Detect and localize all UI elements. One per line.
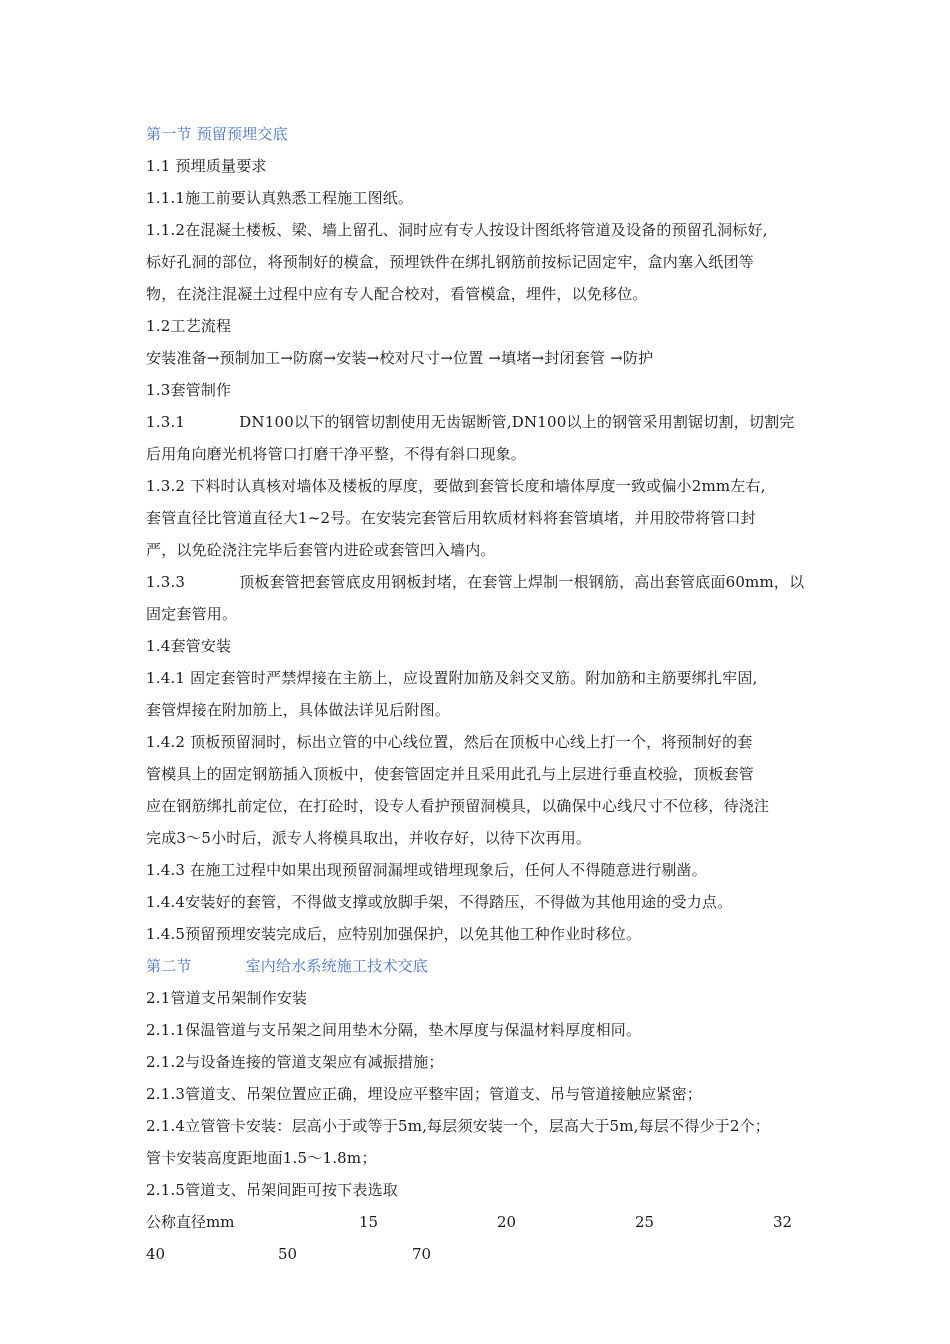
table-cell: 15 [359, 1213, 379, 1231]
paragraph-number: 1.3.3 [146, 573, 186, 591]
paragraph-1-1-2-line: 1.1.2在混凝土楼板、梁、墙上留孔、洞时应有专人按设计图纸将管道及设备的预留孔洞标好, [146, 221, 768, 239]
paragraph-2-1-3: 2.1.3管道支、吊架位置应正确，埋设应平整牢固；管道支、吊与管道接触应紧密； [146, 1085, 702, 1103]
paragraph-1-4-1-line: 1.4.1 固定套管时严禁焊接在主筋上，应设置附加筋及斜交叉筋。附加筋和主筋要绑扎牢固, [146, 669, 758, 687]
paragraph-2-1-4-line: 2.1.4立管管卡安装：层高小于或等于5m,每层须安装一个，层高大于5m,每层不得少于2个； [146, 1117, 770, 1135]
paragraph-1-4-2-line: 管模具上的固定钢筋插入顶板中，使套管固定并且采用此孔与上层进行垂直校验，顶板套管 [146, 765, 755, 783]
subsection-1-4-heading: 1.4套管安装 [146, 637, 232, 655]
paragraph-1-4-2-line: 1.4.2 顶板预留洞时，标出立管的中心线位置，然后在顶板中心线上打一个，将预制好的套 [146, 733, 753, 751]
table-cell: 32 [773, 1213, 793, 1231]
table-cell: 20 [497, 1213, 517, 1231]
document-body [146, 118, 814, 1270]
process-flow: 安装准备→预制加工→防腐→安装→校对尺寸→位置 →填堵→封闭套管 →防护 [146, 349, 654, 367]
section-2-number: 第二节 [146, 957, 192, 975]
paragraph-1-3-1-line [146, 406, 814, 438]
subsection-2-1-heading: 2.1管道支吊架制作安装 [146, 989, 308, 1007]
paragraph-1-1-1: 1.1.1施工前要认真熟悉工程施工图纸。 [146, 189, 414, 207]
table-cell: 40 [146, 1245, 166, 1263]
paragraph-1-3-3-line: 固定套管用。 [146, 605, 238, 623]
subsection-1-2-heading: 1.2工艺流程 [146, 317, 232, 335]
paragraph-1-4-3: 1.4.3 在施工过程中如果出现预留洞漏埋或错埋现象后，任何人不得随意进行剔凿。 [146, 861, 707, 879]
spacing-table-row [146, 1238, 814, 1270]
paragraph-1-3-2-line: 套管直径比管道直径大1~2号。在安装完套管后用软质材料将套管填堵，并用胶带将管口封 [146, 509, 756, 527]
paragraph-text: 顶板套管把套管底皮用钢板封堵，在套管上焊制一根钢筋，高出套管底面60mm，以 [239, 573, 805, 591]
paragraph-2-1-1: 2.1.1保温管道与支吊架之间用垫木分隔，垫木厚度与保温材料厚度相同。 [146, 1021, 642, 1039]
paragraph-1-4-2-line: 应在钢筋绑扎前定位，在打砼时，设专人看护预留洞模具，以确保中心线尺寸不位移，待浇注 [146, 797, 770, 815]
paragraph-1-4-2-line: 完成3～5小时后，派专人将模具取出，并收存好，以待下次再用。 [146, 829, 592, 847]
paragraph-2-1-4-line: 管卡安装高度距地面1.5～1.8m； [146, 1149, 377, 1167]
section-2-title: 室内给水系统施工技术交底 [245, 957, 429, 975]
table-cell: 25 [635, 1213, 655, 1231]
paragraph-1-3-3-line [146, 566, 814, 598]
subsection-1-1-heading: 1.1 预埋质量要求 [146, 157, 267, 175]
table-cell: 70 [412, 1245, 432, 1263]
paragraph-1-4-1-line: 套管焊接在附加筋上，具体做法详见后附图。 [146, 701, 451, 719]
paragraph-number: 1.3.1 [146, 413, 186, 431]
section-1-heading: 第一节 预留预埋交底 [146, 125, 288, 143]
paragraph-1-1-2-line: 物，在浇注混凝土过程中应有专人配合校对，看管模盒，埋件，以免移位。 [146, 285, 648, 303]
subsection-1-3-heading: 1.3套管制作 [146, 381, 232, 399]
paragraph-1-3-1-line: 后用角向磨光机将管口打磨干净平整，不得有斜口现象。 [146, 445, 527, 463]
table-cell: 50 [278, 1245, 298, 1263]
paragraph-1-3-2-line: 严，以免砼浇注完毕后套管内进砼或套管凹入墙内。 [146, 541, 496, 559]
paragraph-2-1-2: 2.1.2与设备连接的管道支架应有减振措施； [146, 1053, 444, 1071]
table-header-cell: 公称直径mm [146, 1213, 235, 1231]
paragraph-text: DN100以下的钢管切割使用无齿锯断管,DN100以上的钢管采用割锯切割，切割完 [239, 413, 795, 431]
paragraph-1-1-2-line: 标好孔洞的部位，将预制好的模盒，预埋铁件在绑扎钢筋前按标记固定牢，盒内塞入纸团等 [146, 253, 755, 271]
section-2-heading [146, 950, 814, 982]
paragraph-1-4-4: 1.4.4安装好的套管，不得做支撑或放脚手架，不得踏压，不得做为其他用途的受力点。 [146, 893, 733, 911]
paragraph-2-1-5: 2.1.5管道支、吊架间距可按下表选取 [146, 1181, 398, 1199]
paragraph-1-4-5: 1.4.5预留预埋安装完成后，应特别加强保护，以免其他工种作业时移位。 [146, 925, 642, 943]
paragraph-1-3-2-line: 1.3.2 下料时认真核对墙体及楼板的厚度，要做到套管长度和墙体厚度一致或偏小2mm左右, [146, 477, 766, 495]
spacing-table-row [146, 1206, 814, 1238]
